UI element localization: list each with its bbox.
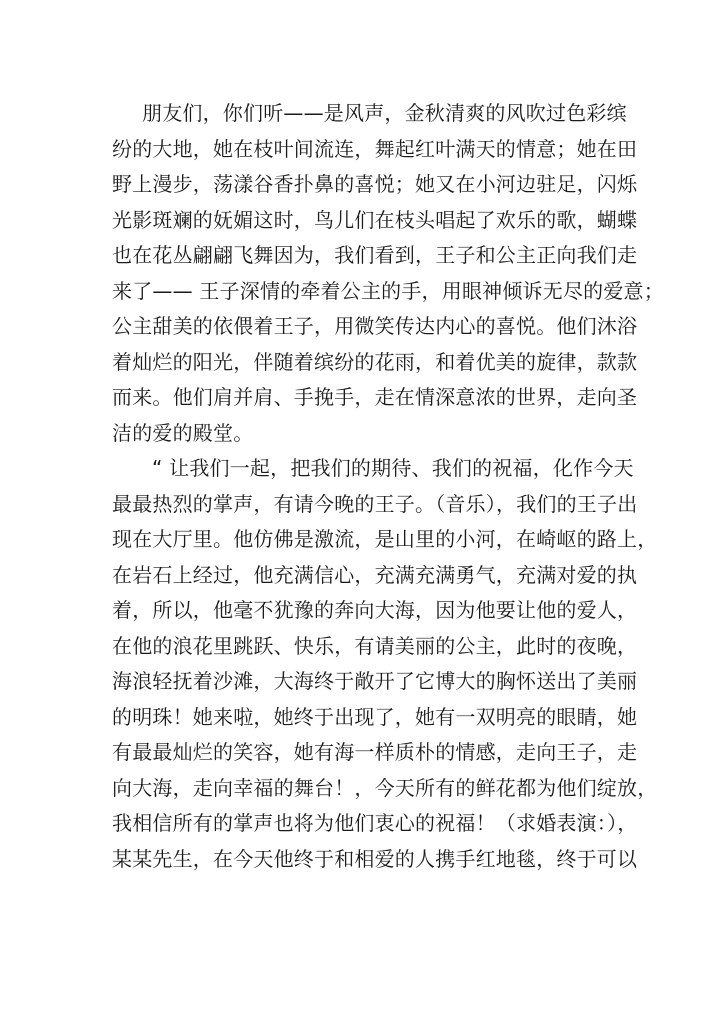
text-line: 现在大厅里。他仿佛是激流，是山里的小河，在崎岖的路上， — [112, 527, 658, 551]
paragraph-2 — [112, 451, 658, 877]
text-line: 也在花丛翩翩飞舞因为，我们看到，王子和公主正向我们走 — [112, 243, 638, 267]
text-line: 在他的浪花里跳跃、快乐，有请美丽的公主，此时的夜晚， — [112, 633, 638, 658]
text-line: 最最热烈的掌声，有请今晚的王子。（音乐），我们的王子出 — [112, 491, 638, 516]
text-line: 向大海，走向幸福的舞台！，今天所有的鲜花都为他们绽放， — [112, 775, 658, 800]
text-line: 的明珠！她来啦，她终于出现了，她有一双明亮的眼睛，她 — [112, 704, 638, 729]
text-line: 公主甜美的依偎着王子，用微笑传达内心的喜悦。他们沐浴 — [112, 314, 638, 338]
text-line: 着灿烂的阳光，伴随着缤纷的花雨，和着优美的旋律，款款 — [112, 349, 638, 374]
text-line: 光影斑斓的妩媚这时，鸟儿们在枝头唱起了欢乐的歌，蝴蝶 — [112, 207, 638, 232]
text-line: 而来。他们肩并肩、手挽手，走在情深意浓的世界，走向圣 — [112, 385, 638, 409]
text-line: 纷的大地，她在枝叶间流连，舞起红叶满天的情意；她在田 — [112, 136, 638, 161]
document-body — [112, 96, 664, 877]
text-line: 在岩石上经过，他充满信心，充满充满勇气，充满对爱的执 — [112, 562, 638, 587]
paragraph-1 — [112, 96, 664, 451]
text-line: 洁的爱的殿堂。 — [112, 420, 254, 445]
text-line: 着，所以，他毫不犹豫的奔向大海，因为他要让他的爱人， — [112, 598, 638, 622]
text-line: 我相信所有的掌声也将为他们衷心的祝福！（求婚表演：）， — [112, 811, 638, 835]
text-line: “ 让我们一起，把我们的期待、我们的祝福，化作今天 — [152, 456, 634, 480]
text-line: 来了—— 王子深情的牵着公主的手，用眼神倾诉无尽的爱意； — [112, 278, 664, 303]
text-line: 海浪轻抚着沙滩，大海终于敞开了它博大的胸怀送出了美丽 — [112, 669, 638, 693]
text-line: 野上漫步，荡漾谷香扑鼻的喜悦；她又在小河边驻足，闪烁 — [112, 172, 638, 196]
text-line: 某某先生，在今天他终于和相爱的人携手红地毯，终于可以 — [112, 846, 638, 871]
text-line: 朋友们，你们听——是风声，金秋清爽的风吹过色彩缤 — [142, 101, 627, 125]
text-line: 有最最灿烂的笑容，她有海一样质朴的情感，走向王子，走 — [112, 740, 638, 764]
